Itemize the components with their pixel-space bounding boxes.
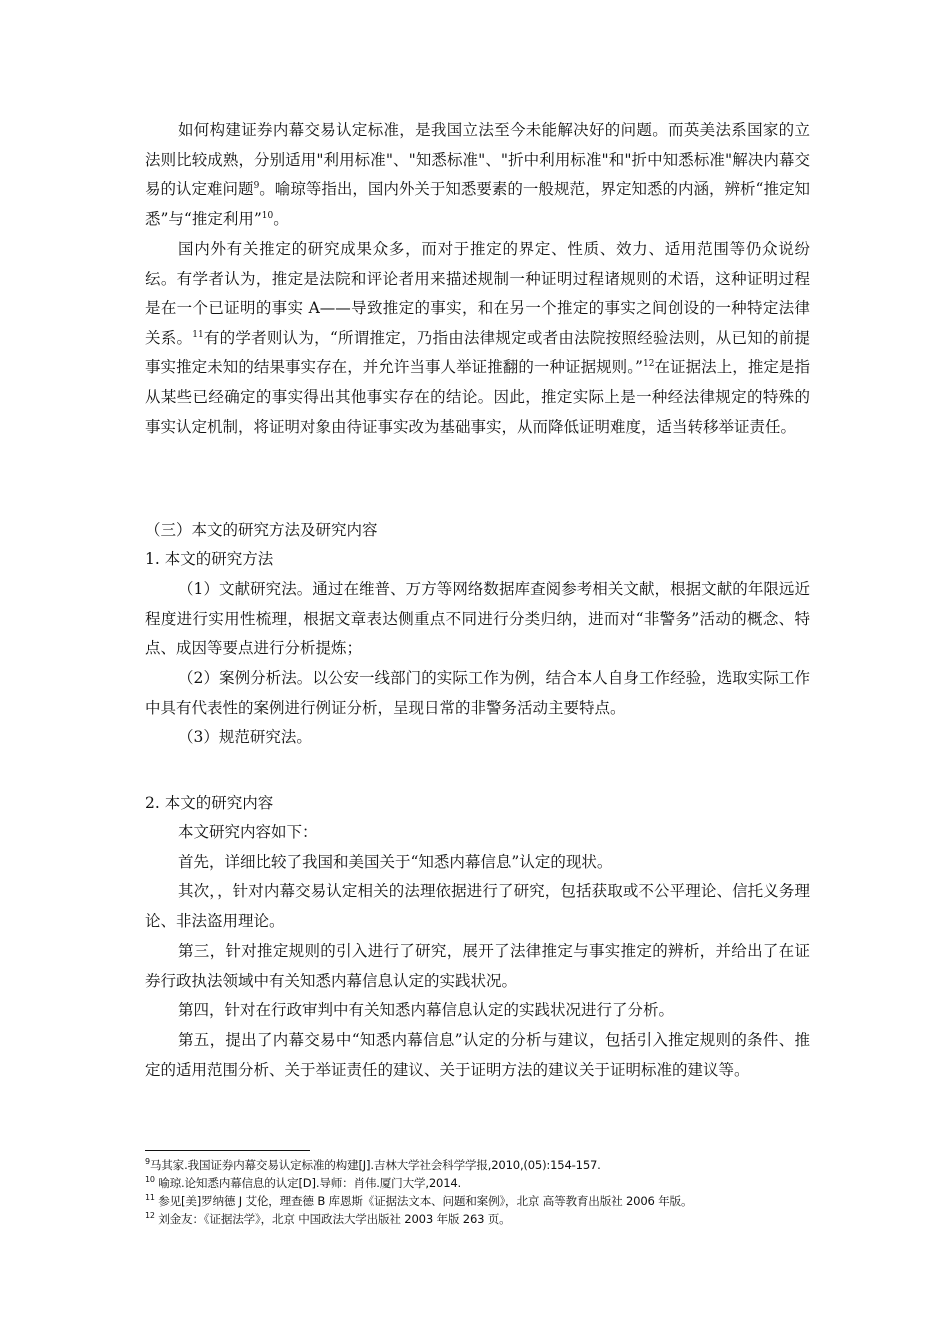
footnote-9-text: 马其家.我国证券内幕交易认定标准的构建[J].吉林大学社会科学学报,2010,(05):154-157. — [149, 1158, 601, 1172]
content-item-2: 其次，，针对内幕交易认定相关的法理依据进行了研究，包括获取或不公平理论、信托义务理论、非法盗用理论。 — [145, 882, 810, 930]
footnote-11-number: 11 — [145, 1193, 155, 1203]
paragraph-2-text-a: 国内外有关推定的研究成果众多，而对于推定的界定、性质、效力、适用范围等仍众说纷纭。有学者认为，推定是法院和评论者用来描述规制一种证明过程诸规则的术语，这种证明过程是在一个已证明的事实 A——导致推定的事实，和在另一个推定的事实之间创设的一种特定法律关系。 — [145, 240, 810, 347]
paragraph-1-text-b: 。喻琼等指出，国内外关于知悉要素的一般规范，界定知悉的内涵，辨析“推定知悉”与“推定利用” — [145, 180, 810, 228]
subsection-2-heading: 2. 本文的研究内容 — [145, 794, 274, 812]
content-item-3: 第三，针对推定规则的引入进行了研究，展开了法律推定与事实推定的辨析，并给出了在证券行政执法领域中有关知悉内幕信息认定的实践状况。 — [145, 942, 810, 990]
footnote-12 — [145, 1211, 825, 1227]
footnote-12-text: 刘金友：《证据法学》，北京 中国政法大学出版社 2003 年版 263 页。 — [154, 1212, 511, 1226]
method-1: （1）文献研究法。通过在维普、万方等网络数据库查阅参考相关文献，根据文献的年限远近程度进行实用性梳理，根据文章表达侧重点不同进行分类归纳，进而对“非警务”活动的概念、特点、成因等要点进行分析提炼； — [145, 580, 810, 658]
content-item-4: 第四，针对在行政审判中有关知悉内幕信息认定的实践状况进行了分析。 — [178, 1001, 675, 1019]
footnote-ref-9[interactable]: 9 — [253, 181, 260, 192]
footnote-9 — [145, 1157, 825, 1173]
paragraph-1-text-a: 如何构建证券内幕交易认定标准，是我国立法至今未能解决好的问题。而英美法系国家的立法则比较成熟，分别适用"利用标准"、"知悉标准"、"折中利用标准"和"折中知悉标准"解决内幕交易的认定难问题 — [145, 121, 810, 199]
paragraph-2 — [145, 235, 810, 442]
footnote-10 — [145, 1175, 825, 1191]
content-intro: 本文研究内容如下： — [178, 823, 318, 841]
footnote-10-text: 喻琼.论知悉内幕信息的认定[D].导师：肖伟.厦门大学,2014. — [154, 1176, 462, 1190]
method-2: （2）案例分析法。以公安一线部门的实际工作为例，结合本人自身工作经验，选取实际工作中具有代表性的案例进行例证分析，呈现日常的非警务活动主要特点。 — [145, 669, 810, 717]
paragraph-2-text-c: 在证据法上，推定是指从某些已经确定的事实得出其他事实存在的结论。因此，推定实际上是一种经法律规定的特殊的事实认定机制，将证明对象由待证事实改为基础事实，从而降低证明难度，适当转移举证责任。 — [145, 358, 810, 436]
method-3: （3）规范研究法。 — [178, 728, 312, 746]
footnote-ref-12[interactable]: 12 — [642, 359, 655, 370]
paragraph-1 — [145, 116, 810, 234]
footnote-11-text: 参见[美]罗纳德 J 艾伦，理查德 B 库恩斯《证据法文本、问题和案例》，北京 高等教育出版社 2006 年版。 — [154, 1194, 693, 1208]
footnote-11 — [145, 1193, 825, 1209]
footnote-12-number: 12 — [145, 1211, 155, 1221]
content-item-1: 首先，详细比较了我国和美国关于“知悉内幕信息”认定的现状。 — [178, 853, 613, 871]
content-item-5: 第五，提出了内幕交易中“知悉内幕信息”认定的分析与建议，包括引入推定规则的条件、推定的适用范围分析、关于举证责任的建议、关于证明方法的建议关于证明标准的建议等。 — [145, 1031, 810, 1079]
footnote-9-number: 9 — [145, 1157, 150, 1167]
section-heading: （三）本文的研究方法及研究内容 — [145, 521, 378, 539]
footnote-10-number: 10 — [145, 1175, 155, 1185]
footnote-ref-11[interactable]: 11 — [192, 329, 204, 340]
footnote-ref-10[interactable]: 10 — [261, 210, 274, 221]
paragraph-2-text-b: 有的学者则认为，“所谓推定，乃指由法律规定或者由法院按照经验法则，从已知的前提事实推定未知的结果事实存在，并允许当事人举证推翻的一种证据规则。” — [145, 328, 810, 377]
subsection-1-heading: 1. 本文的研究方法 — [145, 550, 274, 568]
footnote-separator — [145, 1150, 310, 1151]
paragraph-1-text-c: 。 — [273, 209, 289, 228]
